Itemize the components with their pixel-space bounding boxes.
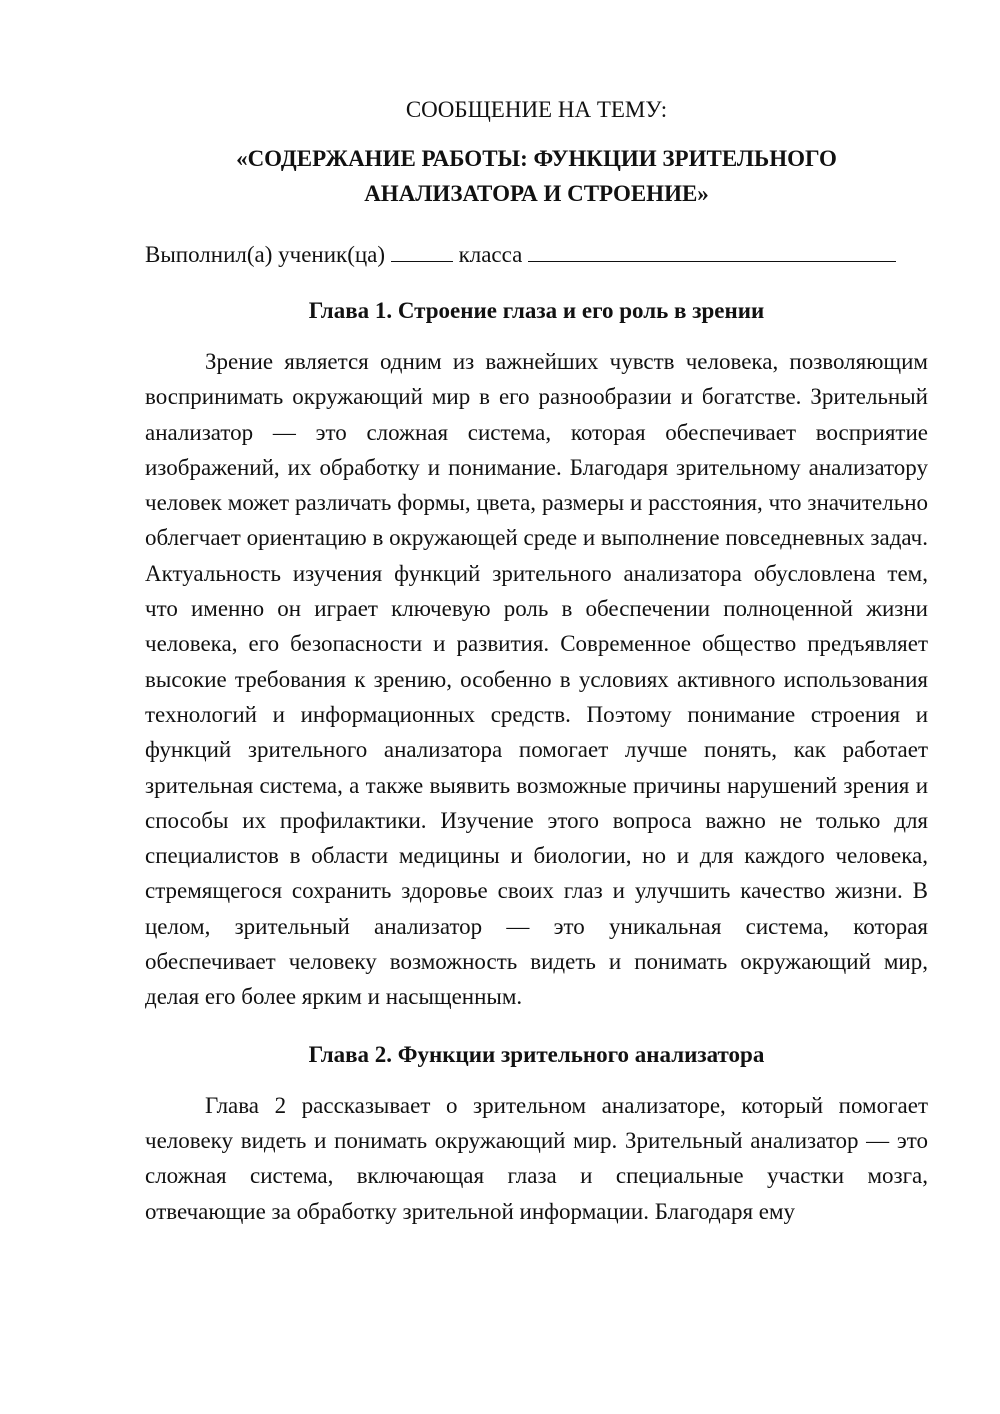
chapter-2-title: Глава 2. Функции зрительного анализатора [308, 1041, 765, 1067]
document-title-line-2: АНАЛИЗАТОРА И СТРОЕНИЕ» [364, 181, 709, 206]
chapter-1-title: Глава 1. Строение глаза и его роль в зрении [308, 298, 765, 323]
author-label: Выполнил(а) ученик(ца) [145, 242, 386, 267]
chapter-1-paragraph: Зрение является одним из важнейших чувств человека, позволяющим воспринимать окружающий мир в его разнообразии и богатстве. Зрительный анализатор — это сложная система, которая обеспечивает восприятие изображений, их обработку и понимание. Благодаря зрительному анализатору человек может различать формы, цвета, размеры и расстояния, что значительно облегчает ориентацию в окружающей среде и выполнение повседневных задач. Актуальность изучения функций зрительного анализатора обусловлена тем, что именно он играет ключевую роль в обеспечении полноценной жизни человека, его безопасности и развития. Современное общество предъявляет высокие требования к зрению, особенно в условиях активного использования технологий и информационных средств. Поэтому понимание строения и функций зрительного анализатора помогает лучше понять, как работает зрительная система, а также выявить возможные причины нарушений зрения и способы их профилактики. Изучение этого вопроса важно не только для специалистов в области медицины и биологии, но и для каждого человека, стремящегося сохранить здоровье своих глаз и улучшить качество жизни. В целом, зрительный анализатор — это уникальная система, которая обеспечивает человеку возможность видеть и понимать окружающий мир, делая его более ярким и насыщенным. [145, 349, 928, 1010]
name-blank-field [528, 237, 896, 262]
document-page [145, 92, 928, 1229]
document-title-line-1: «СОДЕРЖАНИЕ РАБОТЫ: ФУНКЦИИ ЗРИТЕЛЬНОГО [236, 146, 837, 171]
class-blank-field [391, 237, 453, 262]
chapter-2-paragraph: Глава 2 рассказывает о зрительном анализаторе, который помогает человеку видеть и понимать окружающий мир. Зрительный анализатор — это сложная система, включающая глаза и специальные участки мозга, отвечающие за обработку зрительной информации. Благодаря ему [145, 1092, 928, 1224]
document-subject: СООБЩЕНИЕ НА ТЕМУ: [405, 97, 668, 122]
class-label: класса [458, 242, 523, 267]
author-line [145, 237, 928, 272]
